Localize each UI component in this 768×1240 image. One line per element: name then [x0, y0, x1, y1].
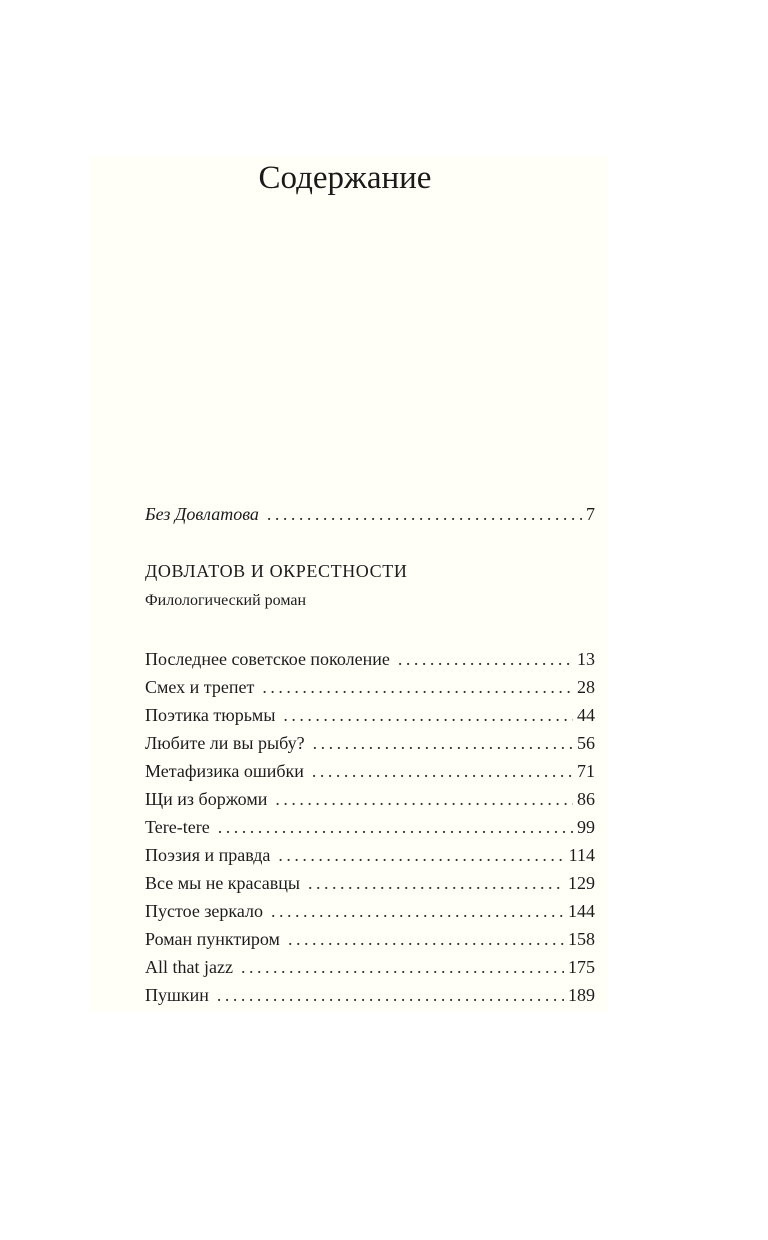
toc-entry-title: Метафизика ошибки	[145, 761, 304, 781]
toc-entry-title: Все мы не красавцы	[145, 873, 300, 893]
dot-leader	[300, 869, 564, 897]
toc-entry-title: Поэзия и правда	[145, 845, 271, 865]
toc-entry-title: All that jazz	[145, 957, 233, 977]
toc-entry[interactable]	[145, 953, 595, 981]
toc-entry-page: 189	[568, 985, 595, 1005]
toc-entry-title: Последнее советское поколение	[145, 649, 390, 669]
toc-entry-page: 144	[568, 901, 595, 921]
toc-entry[interactable]	[145, 925, 595, 953]
dot-leader	[210, 813, 573, 841]
toc-entry-title: Щи из боржоми	[145, 789, 268, 809]
toc-entry-page: 56	[577, 733, 595, 753]
toc-entry-page: 28	[577, 677, 595, 697]
toc-entry-title: Без Довлатова	[145, 504, 259, 524]
dot-leader	[304, 757, 573, 785]
dot-leader	[267, 785, 573, 813]
toc-entry[interactable]	[145, 757, 595, 785]
section-heading: ДОВЛАТОВ И ОКРЕСТНОСТИ	[145, 561, 408, 581]
toc-entry-page: 114	[568, 845, 595, 865]
toc-entry[interactable]	[145, 645, 595, 673]
toc-entry[interactable]	[145, 785, 595, 813]
toc-entry-title: Смех и трепет	[145, 677, 255, 697]
dot-leader	[275, 701, 573, 729]
chapters-list	[145, 645, 595, 1009]
toc-entry-title: Пушкин	[145, 985, 209, 1005]
toc-entry-page: 13	[577, 649, 595, 669]
toc-entry[interactable]	[145, 981, 595, 1009]
toc-entry-page: 158	[568, 929, 595, 949]
toc-entry[interactable]	[145, 869, 595, 897]
dot-leader	[390, 645, 573, 673]
dot-leader	[270, 841, 564, 869]
dot-leader	[305, 729, 573, 757]
toc-entry-page: 71	[577, 761, 595, 781]
toc-entry[interactable]	[145, 729, 595, 757]
section-subtitle: Филологический роман	[145, 592, 307, 609]
dot-leader	[254, 673, 573, 701]
toc-entry-title: Роман пунктиром	[145, 929, 280, 949]
dot-leader	[259, 500, 582, 528]
toc-title: Содержание	[258, 160, 432, 196]
toc-entry[interactable]	[145, 813, 595, 841]
dot-leader	[263, 897, 564, 925]
dot-leader	[280, 925, 564, 953]
toc-entry-intro[interactable]	[145, 500, 595, 528]
toc-entry-page: 44	[577, 705, 595, 725]
toc-entry-page: 99	[577, 817, 595, 837]
toc-entry-title: Поэтика тюрьмы	[145, 705, 276, 725]
toc-entry-title: Любите ли вы рыбу?	[145, 733, 305, 753]
dot-leader	[233, 953, 564, 981]
toc-entry-title: Пустое зеркало	[145, 901, 264, 921]
toc-entry[interactable]	[145, 841, 595, 869]
toc-entry[interactable]	[145, 701, 595, 729]
toc-entry-page: 175	[568, 957, 595, 977]
toc-entry-page: 86	[577, 789, 595, 809]
toc-entry[interactable]	[145, 897, 595, 925]
intro-list	[145, 500, 595, 528]
toc-entry-page: 7	[586, 504, 595, 524]
toc-entry-page: 129	[568, 873, 595, 893]
dot-leader	[209, 981, 564, 1009]
toc-entry[interactable]	[145, 673, 595, 701]
toc-entry-title: Tere-tere	[145, 817, 210, 837]
